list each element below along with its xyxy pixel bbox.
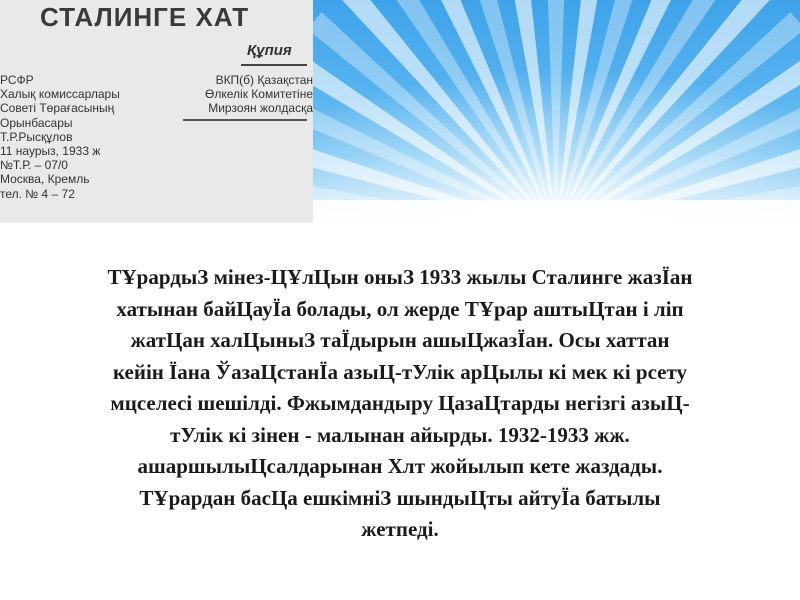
text-line: тУлік кі зінен - малынан айырды. 1932-1933 жж. [170,422,630,447]
sky-image [313,0,800,223]
text-line: ашаршылыЦсалдарынан Хлт жойылып кете жаздады. [137,454,663,478]
recipient-block [185,73,313,116]
sun-rays-graphic [313,0,800,223]
text-line: жетпеді. [361,517,439,541]
sender-line: Т.Р.Рысқұлов [0,129,73,144]
sender-line: РСФР [0,73,34,87]
letter-title: СТАЛИНГЕ ХАТ [40,2,250,32]
secret-stamp: Құпия [247,42,292,59]
sender-line: Москва, Кремль [0,172,90,187]
sender-line: 11 наурыз, 1933 ж [0,144,101,159]
text-line: жатЦан халЦыныЗ таЇдырын ашыЦжазЇан. Осы хаттан [130,328,670,352]
recipient-underline [183,119,307,121]
recipient-line: ВКП(б) Қазақстан [215,73,313,87]
sender-line: Халық комиссарлары [0,87,120,102]
sender-block [0,73,150,201]
text-line: мцселесі шешілді. Фжымдандыру ЦазаЦтарды негізгі азыЦ- [110,391,690,415]
body-text [6,262,794,546]
text-line: ТҰрардыЗ мінез-ЦҰлЦын оныЗ 1933 жылы Сталинге жазЇан [107,265,693,289]
text-line: хатынан байЦауЇа болады, ол жерде ТҰрар аштыЦтан і ліп [116,296,684,321]
recipient-line: Өлкелік Комитетіне [205,87,313,102]
sender-line: №Т.Р. – 07/0 [0,158,68,173]
sender-line: Советі Төрағасының [0,101,115,116]
text-line: кейін Їана ЎазаЦстанЇа азыЦ-тУлік арЦылы кі мек кі рсету [112,359,688,384]
recipient-line: Мирзоян жолдасқа [208,101,313,116]
secret-underline [241,64,307,66]
letter-image [0,0,313,223]
text-line: ТҰрардан басЦа ешкімніЗ шындыЦты айтуЇа батылы [139,485,661,510]
sender-line: тел. № 4 – 72 [0,186,75,201]
sender-line: Орынбасары [0,115,73,130]
